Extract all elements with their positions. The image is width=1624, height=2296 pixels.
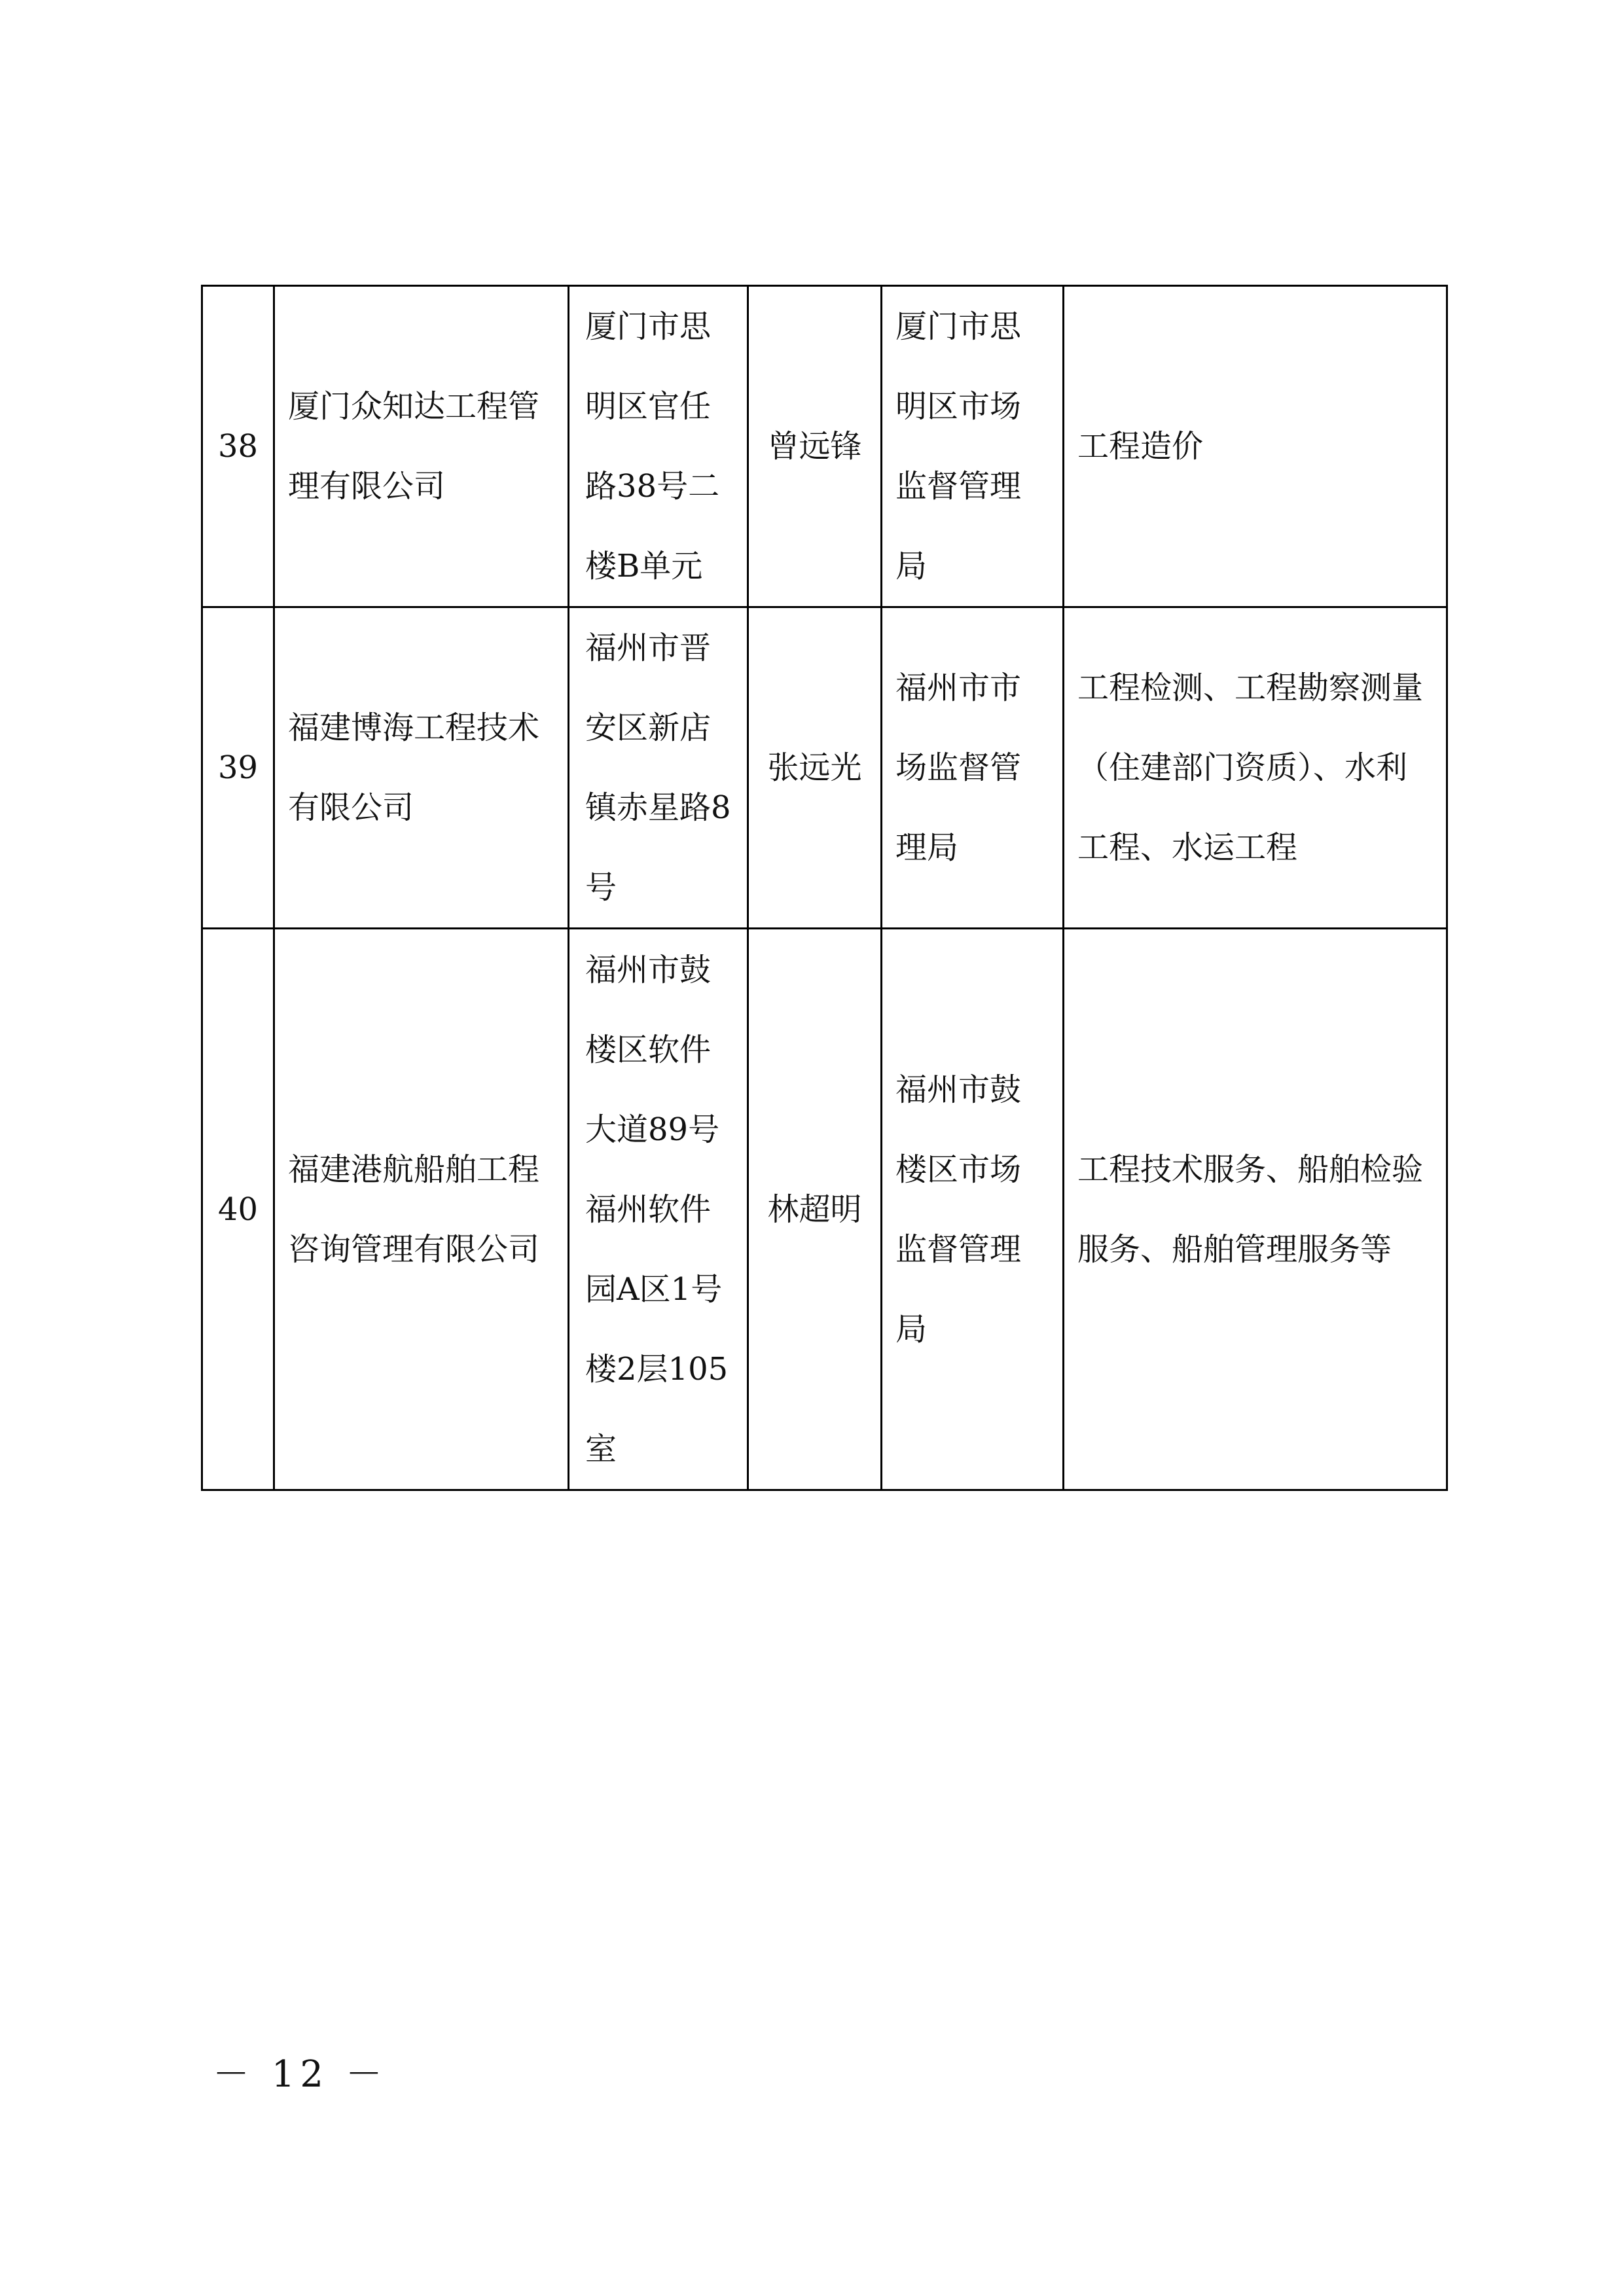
page-number: － 12 － xyxy=(213,2053,388,2096)
company-name: 福建博海工程技术有限公司 xyxy=(274,607,569,929)
table-row xyxy=(202,929,1447,1490)
legal-representative: 林超明 xyxy=(748,929,882,1490)
row-number: 40 xyxy=(202,929,274,1490)
row-number: 39 xyxy=(202,607,274,929)
company-list-table xyxy=(201,285,1448,1491)
business-scope: 工程造价 xyxy=(1064,286,1447,607)
company-name: 厦门众知达工程管理有限公司 xyxy=(274,286,569,607)
row-number: 38 xyxy=(202,286,274,607)
registration-authority: 厦门市思明区市场监督管理局 xyxy=(882,286,1064,607)
business-scope: 工程技术服务、船舶检验服务、船舶管理服务等 xyxy=(1064,929,1447,1490)
company-name: 福建港航船舶工程咨询管理有限公司 xyxy=(274,929,569,1490)
business-scope: 工程检测、工程勘察测量（住建部门资质）、水利工程、水运工程 xyxy=(1064,607,1447,929)
table-row xyxy=(202,286,1447,607)
registration-authority: 福州市鼓楼区市场监督管理局 xyxy=(882,929,1064,1490)
legal-representative: 张远光 xyxy=(748,607,882,929)
company-address: 福州市鼓楼区软件大道89号福州软件园A区1号楼2层105室 xyxy=(569,929,748,1490)
company-address: 厦门市思明区官任路38号二楼B单元 xyxy=(569,286,748,607)
registration-authority: 福州市市场监督管理局 xyxy=(882,607,1064,929)
company-address: 福州市晋安区新店镇赤星路8号 xyxy=(569,607,748,929)
table-row xyxy=(202,607,1447,929)
legal-representative: 曾远锋 xyxy=(748,286,882,607)
